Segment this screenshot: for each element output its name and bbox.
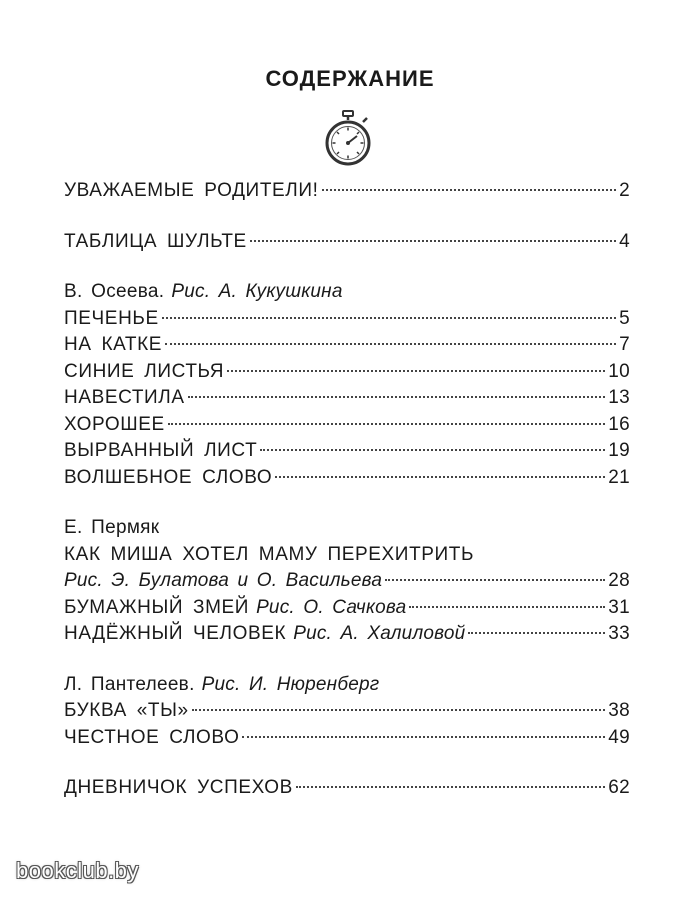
dot-leader <box>260 449 605 451</box>
toc-entry[interactable] <box>64 385 630 412</box>
toc-entry-title: КАК МИША ХОТЕЛ МАМУ ПЕРЕХИТРИТЬ <box>64 543 475 565</box>
toc-entry-title: НАВЕСТИЛА <box>64 387 185 408</box>
dot-leader <box>242 736 605 738</box>
dot-leader <box>468 632 605 634</box>
toc-page-number: 5 <box>619 307 630 329</box>
illustrator-credit: Рис. Э. Булатова и О. Васильева <box>64 570 383 591</box>
toc-page-number: 2 <box>619 180 630 201</box>
toc-entry[interactable] <box>64 412 630 439</box>
toc-entry-title: ЧЕСТНОЕ СЛОВО <box>64 726 240 748</box>
dot-leader <box>188 396 606 398</box>
illustrator-credit: Рис. А. Халиловой <box>293 623 466 644</box>
toc-page-number: 16 <box>608 413 630 435</box>
toc-entry-title: ХОРОШЕЕ <box>64 413 165 435</box>
author-name: В. Осеева. <box>64 281 165 302</box>
toc-entry-misha-credit[interactable] <box>64 568 630 595</box>
dot-leader <box>227 370 605 372</box>
toc-entry-title: НА КАТКЕ <box>64 334 163 355</box>
toc-entry[interactable] <box>64 595 630 622</box>
toc-page-number: 10 <box>608 360 630 382</box>
toc-entry[interactable] <box>64 306 630 333</box>
toc-entry-title: ВЫРВАННЫЙ ЛИСТ <box>64 440 258 461</box>
toc-entry-diary[interactable] <box>64 775 630 802</box>
toc-entry-title: НАДЁЖНЫЙ ЧЕЛОВЕК <box>64 623 287 644</box>
toc-entry[interactable] <box>64 332 630 359</box>
toc-entry[interactable] <box>64 438 630 465</box>
toc-page-number: 21 <box>608 466 630 488</box>
toc-entry-title: ДНЕВНИЧОК УСПЕХОВ <box>64 777 293 798</box>
illustrator-credit: Рис. О. Сачкова <box>256 596 407 618</box>
toc-entry[interactable] <box>64 359 630 386</box>
toc-entry[interactable] <box>64 621 630 648</box>
toc-page-number: 19 <box>608 440 630 461</box>
toc-page-number: 33 <box>608 623 630 644</box>
stopwatch-icon <box>323 110 373 166</box>
author-permyak <box>64 515 630 542</box>
toc-page-number: 13 <box>608 387 630 408</box>
toc-entry-parents[interactable] <box>64 178 630 205</box>
watermark: bookclub.by <box>16 858 139 883</box>
dot-leader <box>250 240 616 242</box>
toc-page-number: 38 <box>608 700 630 721</box>
dot-leader <box>162 317 616 319</box>
author-name: Е. Пермяк <box>64 517 160 538</box>
dot-leader <box>296 786 605 788</box>
dot-leader <box>409 606 605 608</box>
toc-page-number: 31 <box>608 596 630 618</box>
toc-page-number: 28 <box>608 570 630 591</box>
toc-entry-schulte[interactable] <box>64 229 630 256</box>
dot-leader <box>165 343 616 345</box>
illustrator-credit: Рис. И. Нюренберг <box>201 673 380 695</box>
illustrator-credit: Рис. А. Кукушкина <box>171 281 343 302</box>
author-oseeva <box>64 279 630 306</box>
dot-leader <box>385 579 605 581</box>
page-title: СОДЕРЖАНИЕ <box>265 66 435 91</box>
toc-page-number: 7 <box>619 334 630 355</box>
toc-entry[interactable] <box>64 698 630 725</box>
toc-entry-misha-title[interactable] <box>64 542 630 569</box>
toc-page-number: 49 <box>608 726 630 748</box>
toc-entry-title: БУКВА «ТЫ» <box>64 700 189 721</box>
author-panteleev <box>64 672 630 699</box>
toc-entry-title: УВАЖАЕМЫЕ РОДИТЕЛИ! <box>64 180 319 201</box>
dot-leader <box>322 189 617 191</box>
toc-entry-title: ВОЛШЕБНОЕ СЛОВО <box>64 466 273 488</box>
table-of-contents <box>64 178 630 802</box>
toc-entry-title: ТАБЛИЦА ШУЛЬТЕ <box>64 230 247 252</box>
toc-entry-title: ПЕЧЕНЬЕ <box>64 307 159 329</box>
toc-page-number: 4 <box>619 230 630 252</box>
toc-page-number: 62 <box>608 777 630 798</box>
toc-entry[interactable] <box>64 465 630 492</box>
dot-leader <box>168 423 605 425</box>
author-name: Л. Пантелеев. <box>64 673 195 695</box>
dot-leader <box>192 709 606 711</box>
toc-entry-title: БУМАЖНЫЙ ЗМЕЙ <box>64 596 250 618</box>
toc-entry[interactable] <box>64 725 630 752</box>
toc-entry-title: СИНИЕ ЛИСТЬЯ <box>64 360 225 382</box>
dot-leader <box>275 476 605 478</box>
